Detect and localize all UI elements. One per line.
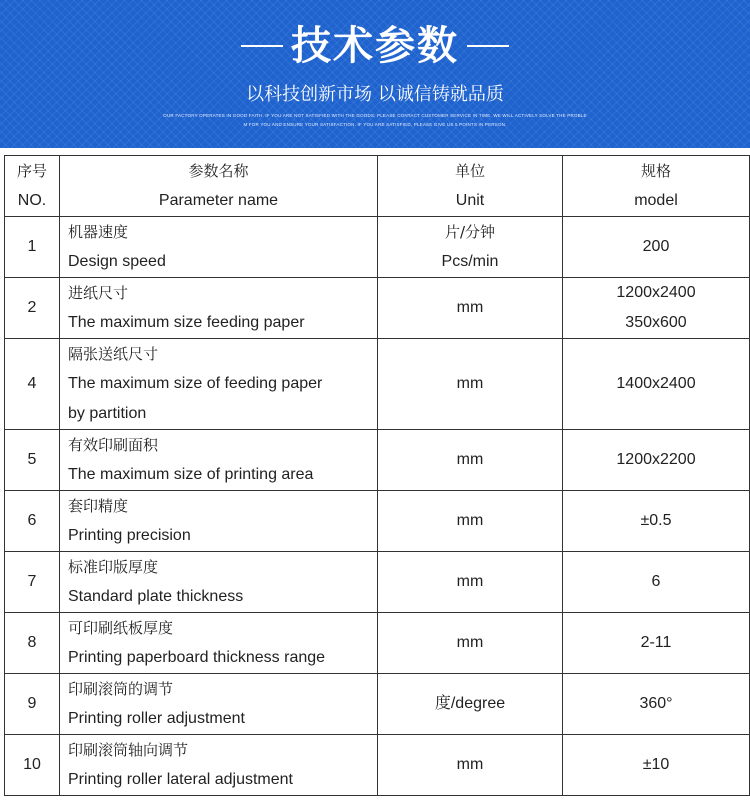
row-name: [60, 735, 378, 796]
row-unit: mm: [378, 613, 563, 674]
row-spec-line-2: 350x600: [625, 314, 687, 331]
row-spec: 1400x2400: [563, 339, 750, 430]
row-name-cn: 进纸尺寸: [68, 284, 129, 302]
header-spec-cn: 规格: [640, 162, 671, 180]
header-name-cn: 参数名称: [188, 162, 249, 180]
row-name-cn: 印刷滚筒轴向调节: [68, 741, 189, 759]
row-name-cn: 隔张送纸尺寸: [68, 345, 159, 363]
title-divider-left: [241, 45, 283, 47]
row-name-en: Printing paperboard thickness range: [68, 649, 326, 666]
header-unit-en: Unit: [455, 192, 485, 209]
row-unit: mm: [378, 552, 563, 613]
row-unit: mm: [378, 278, 563, 339]
row-name: [60, 278, 378, 339]
header-spec-en: model: [634, 192, 678, 209]
header-unit-cn: 单位: [454, 162, 485, 180]
row-no: 9: [5, 674, 60, 735]
row-name: [60, 430, 378, 491]
fine-print-line-2: M FOR YOU AND ENSURE YOUR SATISFACTION. IF YOU ARE SATISFIED, PLEASE GIVE US 5 POINTS IN PERSON.: [243, 122, 507, 127]
row-name-cn: 套印精度: [68, 497, 129, 515]
row-no: 8: [5, 613, 60, 674]
header-name: [60, 156, 378, 217]
table-row: [5, 552, 750, 613]
row-spec: 360°: [563, 674, 750, 735]
header-no: [5, 156, 60, 217]
row-unit-en: Pcs/min: [441, 253, 499, 270]
row-name-cn: 有效印刷面积: [68, 436, 159, 454]
table-row: [5, 735, 750, 796]
row-unit: mm: [378, 491, 563, 552]
row-name-cn: 标准印版厚度: [68, 558, 159, 576]
header-no-cn: 序号: [16, 162, 47, 180]
row-spec: [563, 278, 750, 339]
row-no: 5: [5, 430, 60, 491]
row-spec: 1200x2200: [563, 430, 750, 491]
row-name-en-line-1: The maximum size of feeding paper: [68, 375, 323, 392]
row-name-en: Printing roller lateral adjustment: [68, 771, 293, 788]
table-row: [5, 278, 750, 339]
row-no: 7: [5, 552, 60, 613]
row-name-en: Printing roller adjustment: [68, 710, 245, 727]
row-no: 1: [5, 217, 60, 278]
table-row: [5, 613, 750, 674]
header-name-en: Parameter name: [158, 192, 279, 209]
row-name: [60, 217, 378, 278]
row-name-en: Design speed: [68, 253, 166, 270]
row-name-en: Standard plate thickness: [68, 588, 244, 605]
table-row: [5, 430, 750, 491]
row-name: [60, 613, 378, 674]
fine-print-line-1: OUR FACTORY OPERATES IN GOOD FAITH. IF YOU ARE NOT SATISFIED WITH THE GOODS, PLEASE CONTACT CUSTOMER SERVICE IN TIME. WE WILL ACTIVELY SOLVE THE PROBLE: [163, 113, 587, 118]
row-name: [60, 552, 378, 613]
row-name-en: Printing precision: [68, 527, 191, 544]
row-spec: 2-11: [563, 613, 750, 674]
title-row: [0, 18, 750, 74]
title-divider-right: [467, 45, 509, 47]
row-name-cn: 印刷滚筒的调节: [68, 680, 174, 698]
header-banner: [0, 0, 750, 148]
row-name-en: The maximum size feeding paper: [68, 314, 305, 331]
row-name-cn: 机器速度: [68, 223, 129, 241]
header-unit: [378, 156, 563, 217]
table-header-row: [5, 156, 750, 217]
row-no: 6: [5, 491, 60, 552]
row-name: [60, 674, 378, 735]
header-no-en: NO.: [17, 192, 47, 209]
page-subtitle: 以科技创新市场 以诚信铸就品质: [246, 84, 504, 105]
row-no: 2: [5, 278, 60, 339]
row-spec-line-1: 1200x2400: [616, 284, 696, 301]
row-name-cn: 可印刷纸板厚度: [68, 619, 174, 637]
row-unit-cn: 片/分钟: [444, 223, 496, 241]
row-name-en-line-2: by partition: [68, 405, 147, 422]
row-unit: mm: [378, 339, 563, 430]
table-row: [5, 491, 750, 552]
table-row: [5, 339, 750, 430]
row-name: [60, 491, 378, 552]
header-spec: [563, 156, 750, 217]
page-title: 技术参数: [291, 23, 459, 69]
row-unit: mm: [378, 430, 563, 491]
row-unit: [378, 217, 563, 278]
row-name-en: The maximum size of printing area: [68, 466, 314, 483]
row-spec: ±10: [563, 735, 750, 796]
row-unit: mm: [378, 735, 563, 796]
row-spec: ±0.5: [563, 491, 750, 552]
row-no: 10: [5, 735, 60, 796]
table-row: [5, 217, 750, 278]
row-no: 4: [5, 339, 60, 430]
table-row: [5, 674, 750, 735]
row-spec: 200: [563, 217, 750, 278]
row-unit: 度/degree: [378, 674, 563, 735]
row-name: [60, 339, 378, 430]
parameters-table: [4, 155, 750, 796]
row-spec: 6: [563, 552, 750, 613]
